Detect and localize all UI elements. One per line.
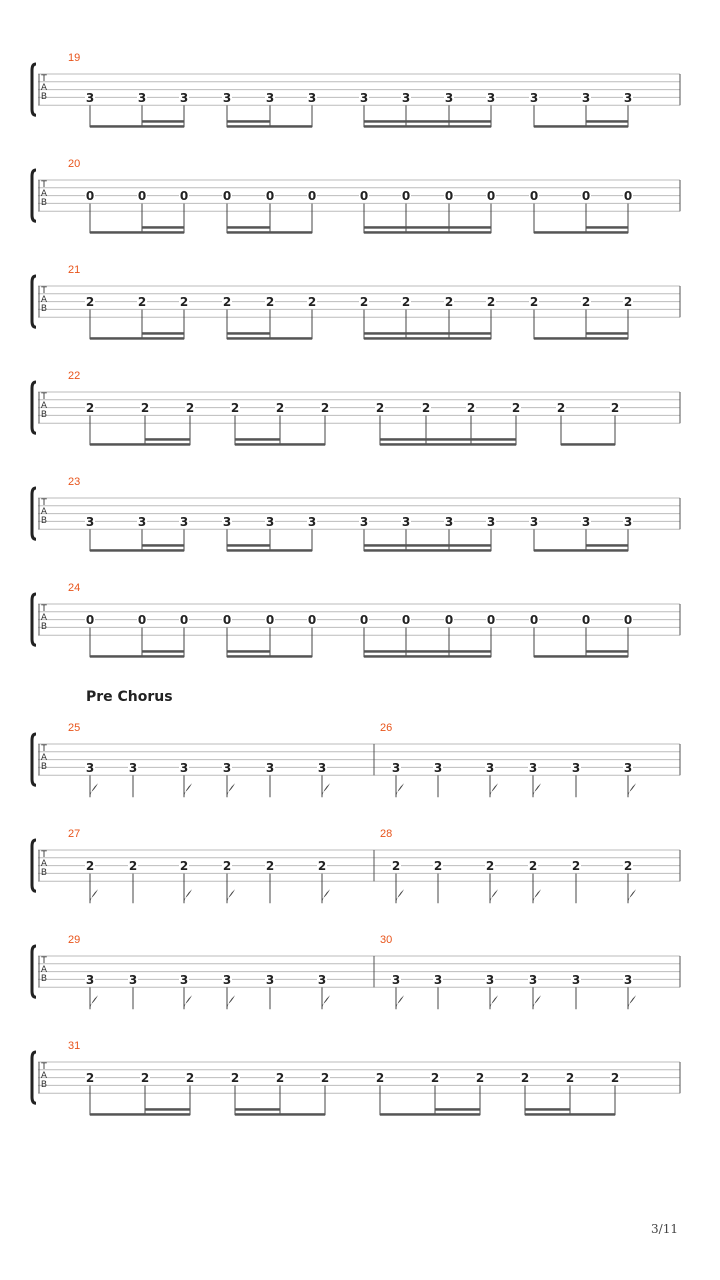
note-flag xyxy=(628,995,636,1009)
fret-number: 2 xyxy=(430,1071,440,1086)
note-beam xyxy=(435,1108,480,1111)
note-beam xyxy=(380,443,516,446)
fret-number: 3 xyxy=(317,972,327,987)
fret-number: 3 xyxy=(85,760,95,775)
fret-number: 2 xyxy=(444,295,454,310)
note-flag xyxy=(490,995,498,1009)
fret-number: 3 xyxy=(623,972,633,987)
tab-clef-letter: T xyxy=(41,956,47,966)
fret-number: 3 xyxy=(433,972,443,987)
fret-number: 0 xyxy=(401,189,411,204)
fret-number: 2 xyxy=(610,401,620,416)
note-beam xyxy=(586,544,628,547)
fret-number: 3 xyxy=(581,90,591,105)
system-bracket xyxy=(32,946,36,997)
measure-number: 21 xyxy=(68,264,81,276)
note-beam xyxy=(227,226,270,229)
fret-number: 3 xyxy=(222,90,232,105)
fret-number: 2 xyxy=(265,859,275,874)
fret-number: 3 xyxy=(179,760,189,775)
fret-number: 2 xyxy=(275,401,285,416)
note-beam xyxy=(380,438,516,441)
tab-clef-letter: T xyxy=(41,850,47,860)
fret-number: 0 xyxy=(359,613,369,628)
fret-number: 2 xyxy=(475,1071,485,1086)
note-beam xyxy=(145,438,190,441)
fret-number: 0 xyxy=(85,613,95,628)
note-beam xyxy=(142,650,184,653)
fret-number: 0 xyxy=(401,613,411,628)
tab-clef-letter: A xyxy=(40,965,48,975)
measure-number: 25 xyxy=(68,722,81,734)
fret-number: 3 xyxy=(128,972,138,987)
fret-number: 2 xyxy=(466,401,476,416)
fret-number: 0 xyxy=(486,613,496,628)
note-flag xyxy=(490,783,498,797)
system-bracket xyxy=(32,64,36,115)
fret-number: 2 xyxy=(140,401,150,416)
fret-number: 2 xyxy=(85,295,95,310)
note-beam xyxy=(364,544,491,547)
tab-clef-letter: B xyxy=(40,622,48,632)
system-bracket xyxy=(32,594,36,645)
tab-clef-letter: B xyxy=(40,868,48,878)
tab-clef-letter: A xyxy=(40,401,48,411)
note-beam xyxy=(90,231,184,234)
note-beam xyxy=(525,1113,615,1116)
note-beam xyxy=(235,1113,325,1116)
measure-number: 29 xyxy=(68,934,81,946)
tab-clef-letter: T xyxy=(41,1062,47,1072)
fret-number: 0 xyxy=(85,189,95,204)
note-beam xyxy=(586,226,628,229)
fret-number: 2 xyxy=(222,859,232,874)
note-beam xyxy=(227,544,270,547)
note-beam xyxy=(586,650,628,653)
tab-clef-letter: B xyxy=(40,410,48,420)
fret-number: 3 xyxy=(179,90,189,105)
fret-number: 2 xyxy=(85,859,95,874)
note-beam xyxy=(227,120,270,123)
note-flag xyxy=(227,889,235,903)
note-flag xyxy=(184,889,192,903)
fret-number: 0 xyxy=(179,613,189,628)
fret-number: 3 xyxy=(623,514,633,529)
fret-number: 0 xyxy=(137,613,147,628)
fret-number: 0 xyxy=(444,613,454,628)
fret-number: 2 xyxy=(140,1071,150,1086)
note-flag xyxy=(396,995,404,1009)
measure-number: 20 xyxy=(68,158,81,170)
fret-number: 2 xyxy=(623,295,633,310)
fret-number: 2 xyxy=(320,1071,330,1086)
note-beam xyxy=(364,226,491,229)
note-beam xyxy=(364,650,491,653)
note-flag xyxy=(184,995,192,1009)
note-beam xyxy=(364,337,491,340)
fret-number: 3 xyxy=(128,760,138,775)
fret-number: 0 xyxy=(581,613,591,628)
fret-number: 0 xyxy=(222,613,232,628)
note-beam xyxy=(227,125,312,128)
fret-number: 3 xyxy=(391,972,401,987)
tab-clef-letter: B xyxy=(40,516,48,526)
note-beam xyxy=(364,120,491,123)
fret-number: 3 xyxy=(265,514,275,529)
tab-clef-letter: A xyxy=(40,295,48,305)
note-flag xyxy=(490,889,498,903)
fret-number: 0 xyxy=(307,613,317,628)
note-beam xyxy=(534,655,628,658)
note-beam xyxy=(364,125,491,128)
page-number: 3/11 xyxy=(651,1222,678,1236)
note-beam xyxy=(227,337,312,340)
tab-clef-letter: A xyxy=(40,753,48,763)
note-beam xyxy=(534,125,628,128)
fret-number: 2 xyxy=(421,401,431,416)
fret-number: 2 xyxy=(230,401,240,416)
note-flag xyxy=(322,995,330,1009)
fret-number: 0 xyxy=(265,613,275,628)
fret-number: 3 xyxy=(359,90,369,105)
system-bracket xyxy=(32,382,36,433)
fret-number: 0 xyxy=(623,613,633,628)
tab-clef-letter: B xyxy=(40,762,48,772)
fret-number: 0 xyxy=(529,613,539,628)
measure-number: 31 xyxy=(68,1040,81,1052)
measure-number: 22 xyxy=(68,370,81,382)
fret-number: 3 xyxy=(85,972,95,987)
note-flag xyxy=(90,889,98,903)
fret-number: 3 xyxy=(265,760,275,775)
fret-number: 2 xyxy=(85,1071,95,1086)
tab-clef-letter: T xyxy=(41,744,47,754)
fret-number: 3 xyxy=(444,90,454,105)
note-beam xyxy=(145,1108,190,1111)
fret-number: 2 xyxy=(128,859,138,874)
note-beam xyxy=(534,337,628,340)
fret-number: 2 xyxy=(320,401,330,416)
fret-number: 3 xyxy=(265,90,275,105)
note-beam xyxy=(90,549,184,552)
fret-number: 2 xyxy=(529,295,539,310)
fret-number: 0 xyxy=(359,189,369,204)
fret-number: 2 xyxy=(528,859,538,874)
fret-number: 2 xyxy=(375,401,385,416)
note-beam xyxy=(364,655,491,658)
fret-number: 2 xyxy=(222,295,232,310)
note-flag xyxy=(227,995,235,1009)
note-flag xyxy=(90,783,98,797)
fret-number: 3 xyxy=(222,514,232,529)
fret-number: 3 xyxy=(179,514,189,529)
fret-number: 3 xyxy=(307,514,317,529)
tab-clef-letter: B xyxy=(40,198,48,208)
fret-number: 3 xyxy=(485,972,495,987)
note-flag xyxy=(396,889,404,903)
system-bracket xyxy=(32,276,36,327)
fret-number: 3 xyxy=(486,90,496,105)
fret-number: 0 xyxy=(179,189,189,204)
fret-number: 2 xyxy=(401,295,411,310)
fret-number: 3 xyxy=(179,972,189,987)
note-beam xyxy=(90,337,184,340)
note-flag xyxy=(628,889,636,903)
tab-clef-letter: T xyxy=(41,604,47,614)
note-beam xyxy=(364,231,491,234)
tab-clef-letter: B xyxy=(40,1080,48,1090)
fret-number: 3 xyxy=(222,972,232,987)
fret-number: 2 xyxy=(556,401,566,416)
fret-number: 2 xyxy=(185,1071,195,1086)
fret-number: 3 xyxy=(85,514,95,529)
note-beam xyxy=(142,332,184,335)
note-beam xyxy=(380,1113,480,1116)
note-beam xyxy=(364,332,491,335)
tab-clef-letter: A xyxy=(40,1071,48,1081)
note-beam xyxy=(525,1108,570,1111)
note-flag xyxy=(322,889,330,903)
note-beam xyxy=(534,549,628,552)
tab-clef-letter: A xyxy=(40,859,48,869)
system-bracket xyxy=(32,170,36,221)
note-beam xyxy=(235,1108,280,1111)
fret-number: 2 xyxy=(85,401,95,416)
fret-number: 3 xyxy=(307,90,317,105)
note-beam xyxy=(227,332,270,335)
fret-number: 3 xyxy=(528,760,538,775)
note-flag xyxy=(628,783,636,797)
tab-clef-letter: T xyxy=(41,74,47,84)
fret-number: 0 xyxy=(265,189,275,204)
fret-number: 0 xyxy=(222,189,232,204)
system-bracket xyxy=(32,1052,36,1103)
fret-number: 3 xyxy=(623,90,633,105)
note-beam xyxy=(227,650,270,653)
fret-number: 3 xyxy=(222,760,232,775)
note-beam xyxy=(561,443,615,446)
note-beam xyxy=(227,549,312,552)
fret-number: 0 xyxy=(137,189,147,204)
tab-clef-letter: B xyxy=(40,92,48,102)
fret-number: 0 xyxy=(581,189,591,204)
note-beam xyxy=(227,655,312,658)
note-flag xyxy=(322,783,330,797)
note-flag xyxy=(184,783,192,797)
fret-number: 3 xyxy=(571,972,581,987)
note-beam xyxy=(142,226,184,229)
fret-number: 3 xyxy=(359,514,369,529)
fret-number: 2 xyxy=(317,859,327,874)
fret-number: 3 xyxy=(623,760,633,775)
fret-number: 2 xyxy=(623,859,633,874)
fret-number: 3 xyxy=(529,514,539,529)
note-flag xyxy=(533,995,541,1009)
measure-number: 27 xyxy=(68,828,81,840)
fret-number: 0 xyxy=(623,189,633,204)
fret-number: 3 xyxy=(391,760,401,775)
measure-number: 26 xyxy=(380,722,393,734)
fret-number: 2 xyxy=(230,1071,240,1086)
fret-number: 2 xyxy=(511,401,521,416)
fret-number: 3 xyxy=(317,760,327,775)
fret-number: 2 xyxy=(565,1071,575,1086)
tab-clef-letter: A xyxy=(40,507,48,517)
fret-number: 3 xyxy=(137,514,147,529)
fret-number: 3 xyxy=(401,514,411,529)
measure-number: 28 xyxy=(380,828,393,840)
fret-number: 0 xyxy=(529,189,539,204)
note-beam xyxy=(90,1113,190,1116)
note-beam xyxy=(586,332,628,335)
fret-number: 2 xyxy=(375,1071,385,1086)
measure-number: 19 xyxy=(68,52,81,64)
fret-number: 2 xyxy=(275,1071,285,1086)
note-flag xyxy=(533,889,541,903)
fret-number: 0 xyxy=(486,189,496,204)
fret-number: 2 xyxy=(265,295,275,310)
note-flag xyxy=(90,995,98,1009)
note-flag xyxy=(396,783,404,797)
note-flag xyxy=(533,783,541,797)
note-beam xyxy=(90,443,190,446)
tab-clef-letter: B xyxy=(40,974,48,984)
fret-number: 2 xyxy=(571,859,581,874)
fret-number: 3 xyxy=(85,90,95,105)
fret-number: 3 xyxy=(529,90,539,105)
system-bracket xyxy=(32,734,36,785)
fret-number: 2 xyxy=(485,859,495,874)
fret-number: 3 xyxy=(401,90,411,105)
note-beam xyxy=(142,544,184,547)
fret-number: 2 xyxy=(391,859,401,874)
section-label: Pre Chorus xyxy=(86,689,173,705)
tab-clef-letter: T xyxy=(41,498,47,508)
fret-number: 2 xyxy=(610,1071,620,1086)
tab-clef-letter: T xyxy=(41,392,47,402)
tab-clef-letter: B xyxy=(40,304,48,314)
note-beam xyxy=(142,120,184,123)
tab-clef-letter: T xyxy=(41,286,47,296)
fret-number: 3 xyxy=(571,760,581,775)
measure-number: 23 xyxy=(68,476,81,488)
tab-clef-letter: A xyxy=(40,613,48,623)
fret-number: 0 xyxy=(307,189,317,204)
fret-number: 3 xyxy=(265,972,275,987)
fret-number: 2 xyxy=(179,859,189,874)
fret-number: 3 xyxy=(433,760,443,775)
note-beam xyxy=(364,549,491,552)
note-beam xyxy=(90,655,184,658)
tab-clef-letter: A xyxy=(40,189,48,199)
system-bracket xyxy=(32,488,36,539)
measure-number: 30 xyxy=(380,934,393,946)
note-beam xyxy=(534,231,628,234)
fret-number: 2 xyxy=(433,859,443,874)
fret-number: 2 xyxy=(307,295,317,310)
fret-number: 3 xyxy=(137,90,147,105)
note-beam xyxy=(586,120,628,123)
fret-number: 3 xyxy=(444,514,454,529)
fret-number: 3 xyxy=(528,972,538,987)
fret-number: 3 xyxy=(486,514,496,529)
fret-number: 2 xyxy=(486,295,496,310)
system-bracket xyxy=(32,840,36,891)
fret-number: 3 xyxy=(581,514,591,529)
fret-number: 2 xyxy=(185,401,195,416)
fret-number: 2 xyxy=(359,295,369,310)
measure-number: 24 xyxy=(68,582,81,594)
fret-number: 2 xyxy=(179,295,189,310)
tab-clef-letter: T xyxy=(41,180,47,190)
fret-number: 2 xyxy=(581,295,591,310)
fret-number: 2 xyxy=(137,295,147,310)
note-beam xyxy=(235,443,325,446)
fret-number: 2 xyxy=(520,1071,530,1086)
note-beam xyxy=(90,125,184,128)
fret-number: 0 xyxy=(444,189,454,204)
fret-number: 3 xyxy=(485,760,495,775)
tab-clef-letter: A xyxy=(40,83,48,93)
note-beam xyxy=(227,231,312,234)
note-flag xyxy=(227,783,235,797)
note-beam xyxy=(235,438,280,441)
